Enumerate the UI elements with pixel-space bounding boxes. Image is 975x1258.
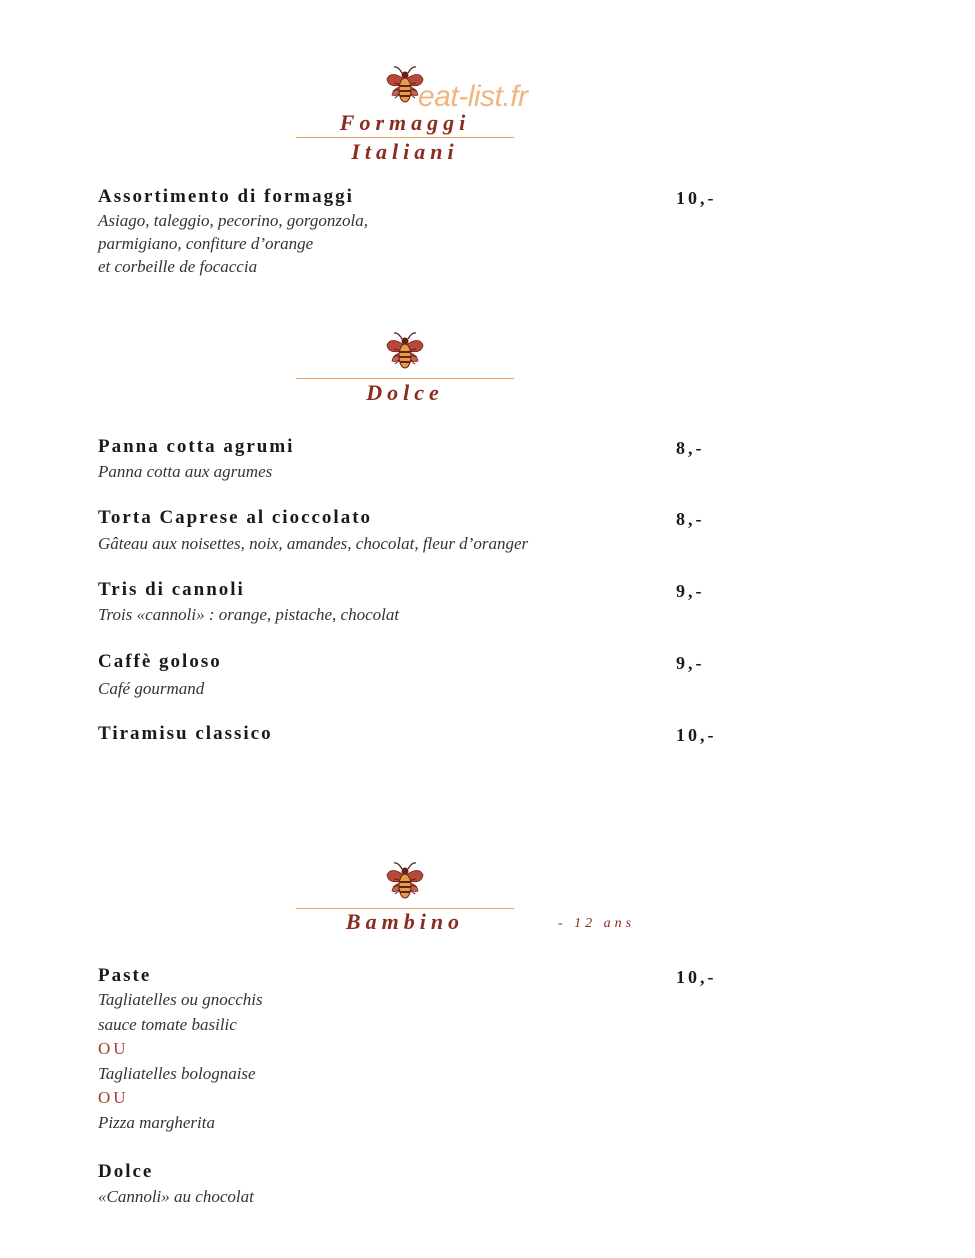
- menu-item-price: 9,-: [676, 653, 705, 673]
- menu-item-name: Assortimento di formaggi: [98, 186, 354, 207]
- menu-item-price: 9,-: [676, 581, 705, 601]
- menu-item-description: Panna cotta aux agrumes: [98, 462, 273, 481]
- section-title-dolce: Dolce: [366, 380, 444, 405]
- menu-item-name: Panna cotta agrumi: [98, 436, 295, 457]
- age-note: - 12 ans: [558, 916, 636, 931]
- menu-item-price: 10,-: [676, 188, 717, 208]
- or-separator: OU: [98, 1039, 129, 1059]
- menu-item-description: Asiago, taleggio, pecorino, gorgonzola, parmigiano, confiture d’orange et corbeille de focaccia: [98, 211, 368, 276]
- menu-item-price: 8,-: [676, 509, 705, 529]
- section-divider: [296, 137, 514, 138]
- menu-item-name: Tris di cannoli: [98, 579, 245, 600]
- bee-icon: [385, 330, 425, 374]
- watermark: eat-list.fr: [418, 80, 528, 113]
- section-divider: [296, 378, 514, 379]
- menu-item-description: Gâteau aux noisettes, noix, amandes, chocolat, fleur d’oranger: [98, 534, 529, 553]
- menu-item-name: Torta Caprese al cioccolato: [98, 507, 373, 528]
- menu-item-description: «Cannoli» au chocolat: [98, 1187, 254, 1206]
- menu-item-price: 8,-: [676, 438, 705, 458]
- menu-item-name: Caffè goloso: [98, 651, 222, 672]
- or-separator: OU: [98, 1088, 129, 1108]
- menu-item-price: 10,-: [676, 725, 717, 745]
- menu-item-description: Café gourmand: [98, 679, 205, 698]
- menu-item-name: Dolce: [98, 1161, 154, 1182]
- menu-item-description: Trois «cannoli» : orange, pistache, chocolat: [98, 605, 400, 624]
- section-title-formaggi-line1: Formaggi: [339, 110, 471, 135]
- menu-item-name: Tiramisu classico: [98, 723, 273, 744]
- bee-icon: [385, 860, 425, 904]
- menu-item-price: 10,-: [676, 967, 717, 987]
- menu-item-name: Paste: [98, 965, 152, 986]
- menu-item-description: Tagliatelles ou gnocchis sauce tomate basilic OU Tagliatelles bolognaise OU Pizza margherita: [98, 990, 263, 1132]
- section-title-formaggi-line2: Italiani: [351, 139, 459, 164]
- section-title-bambino: Bambino: [345, 909, 465, 934]
